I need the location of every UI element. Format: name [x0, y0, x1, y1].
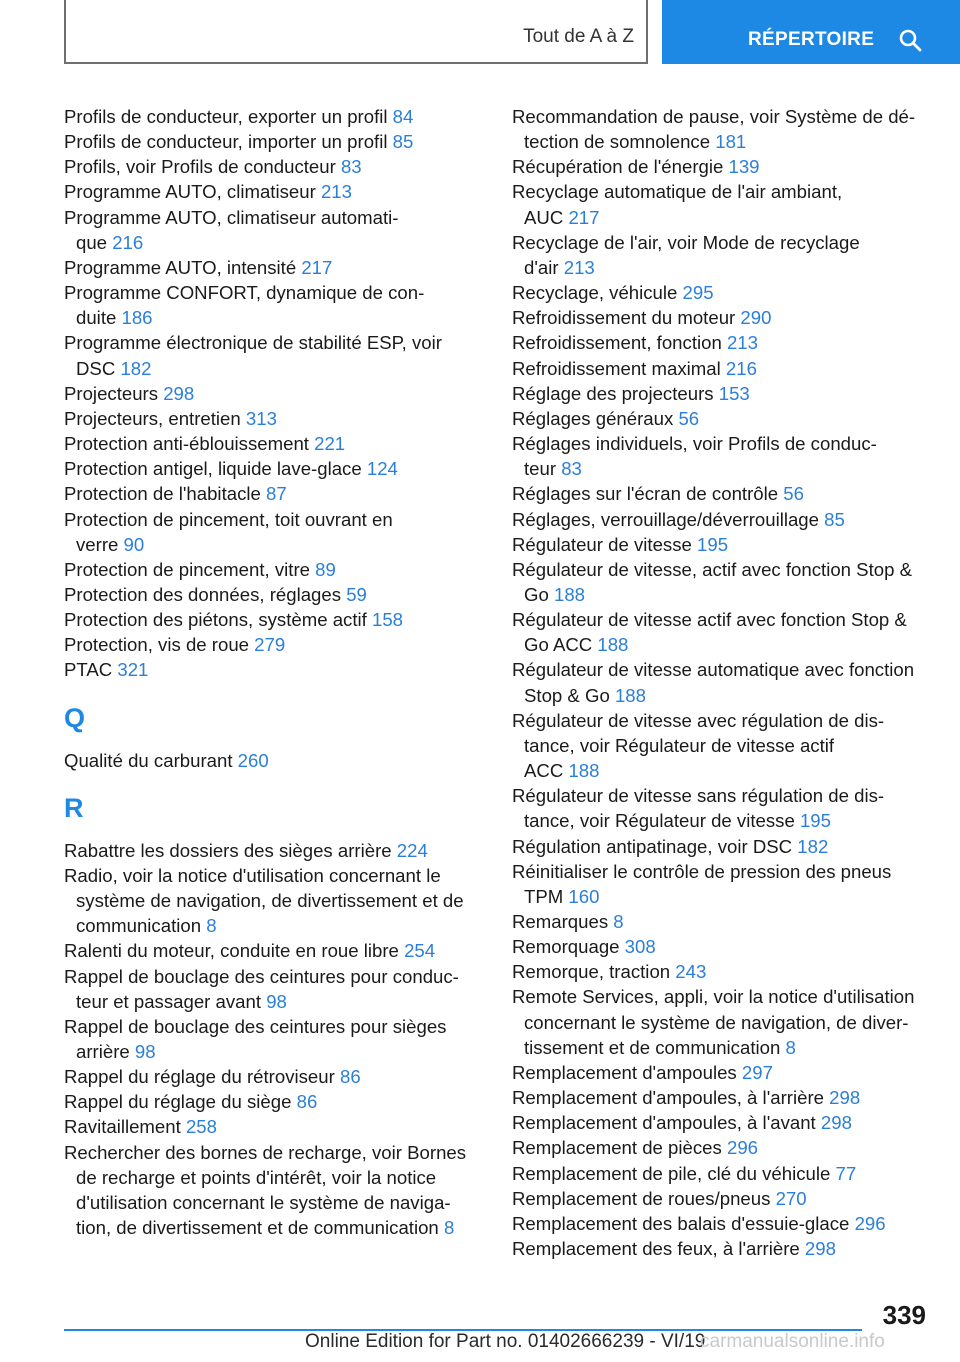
index-entry: [64, 748, 494, 773]
entry-text: Programme AUTO, intensité: [64, 256, 302, 278]
index-entry: [64, 632, 494, 657]
page-link[interactable]: 186: [121, 307, 153, 329]
header-section-box: [64, 0, 648, 64]
index-entry: [512, 406, 937, 431]
entry-text: DSC: [76, 357, 121, 379]
index-entry: [512, 230, 937, 255]
index-entry: [64, 481, 494, 506]
page-link[interactable]: 90: [123, 533, 145, 555]
entry-text: Réglages, verrouillage/déverrouillage: [512, 508, 825, 530]
entry-text: Remote Services, appli, voir la notice d'utilisation: [512, 986, 915, 1008]
index-entry: [512, 1060, 937, 1085]
index-entry: [64, 507, 494, 532]
index-entry: [512, 104, 937, 129]
watermark: carmanualsonline.info: [700, 1331, 885, 1352]
page-link[interactable]: 213: [320, 181, 352, 203]
index-entry: [512, 1135, 937, 1160]
entries-p: [64, 104, 494, 683]
page-link[interactable]: 195: [697, 533, 729, 555]
page-link[interactable]: 59: [346, 583, 367, 605]
index-entry-continuation: [64, 356, 494, 381]
page-link[interactable]: 216: [725, 357, 757, 379]
page-link[interactable]: 182: [797, 835, 829, 857]
letter-heading-r: R: [64, 792, 84, 823]
entry-text: Récupération de l'énergie: [512, 156, 729, 178]
entry-text: Remplacement des balais d'essuie-glace: [512, 1212, 855, 1234]
index-entry: [512, 657, 937, 682]
entry-text: Remplacement d'ampoules: [512, 1061, 742, 1083]
entry-text: Remarques: [512, 911, 614, 932]
page-link[interactable]: 98: [134, 1041, 156, 1062]
entry-text: teur: [524, 458, 562, 480]
index-entry: [512, 1110, 937, 1135]
index-entry: [64, 179, 494, 204]
active-tab-label: RÉPERTOIRE: [748, 29, 875, 50]
index-entry-continuation: [512, 582, 937, 607]
index-entry-continuation: [512, 205, 937, 230]
entry-text: Protection, vis de roue: [64, 634, 255, 656]
page-link[interactable]: 8: [785, 1036, 796, 1058]
entry-text: Réinitialiser le contrôle de pression des pneus: [512, 860, 892, 882]
index-entry: [64, 431, 494, 456]
entry-text: Régulateur de vitesse actif avec fonction Stop &: [512, 609, 907, 631]
index-entry: [512, 154, 937, 179]
entry-text: Régulateur de vitesse: [512, 533, 698, 555]
index-entry-continuation: [512, 808, 937, 833]
entry-text: de recharge et points d'intérêt, voir la notice: [76, 1166, 437, 1188]
entry-text: Remplacement de pièces: [512, 1137, 727, 1159]
index-entry: [512, 532, 937, 557]
entry-text: Remplacement de roues/pneus: [512, 1187, 776, 1209]
entry-text: Profils de conducteur, importer un profil: [64, 131, 393, 153]
index-entry: [512, 381, 937, 406]
index-entry: [512, 984, 937, 1009]
index-entry: [512, 1236, 937, 1261]
index-entry-continuation: [64, 1215, 494, 1240]
page-link[interactable]: 77: [835, 1162, 857, 1184]
entry-text: verre: [76, 533, 124, 555]
index-entry: [512, 280, 937, 305]
page-link[interactable]: 188: [553, 583, 586, 605]
entry-text: Refroidissement, fonction: [512, 332, 727, 354]
index-entry: [64, 607, 494, 632]
entry-text: Régulateur de vitesse, actif avec fonction Stop &: [512, 558, 912, 580]
page-link[interactable]: 158: [371, 609, 404, 631]
index-entry-continuation: [64, 532, 494, 557]
index-entry: [64, 838, 494, 863]
entry-text: Profils, voir Profils de conducteur: [64, 156, 341, 178]
index-entry-continuation: [512, 683, 937, 708]
index-column-right: [512, 104, 937, 1261]
page-link[interactable]: 279: [254, 634, 286, 656]
entry-text: Réglage des projecteurs: [512, 382, 719, 404]
entries-r: [64, 838, 494, 1241]
page-link[interactable]: 153: [718, 382, 750, 404]
index-entry-continuation: [64, 305, 494, 330]
page-link[interactable]: 260: [237, 749, 269, 771]
index-entry-continuation: [512, 884, 937, 909]
page-link[interactable]: 321: [117, 659, 149, 681]
entry-text: tection de somnolence: [524, 131, 716, 153]
index-entry: [512, 708, 937, 733]
index-entry: [512, 507, 937, 532]
entry-text: TPM: [524, 885, 569, 907]
page-link[interactable]: 86: [339, 1066, 361, 1088]
section-tab-label[interactable]: Tout de A à Z: [523, 26, 634, 47]
page-link[interactable]: 298: [804, 1238, 836, 1260]
index-entry: [64, 280, 494, 305]
page-link[interactable]: 124: [366, 458, 398, 480]
page-link[interactable]: 221: [314, 433, 346, 455]
index-entry: [512, 356, 937, 381]
entry-text: Ravitaillement: [64, 1116, 186, 1138]
page-link[interactable]: 296: [854, 1212, 886, 1234]
entry-text: concernant le système de navigation, de diver-: [524, 1011, 909, 1033]
page-link[interactable]: 296: [726, 1137, 759, 1159]
index-entry: [64, 657, 494, 682]
entry-text: que: [76, 231, 113, 253]
index-entry: [64, 1014, 494, 1039]
page-link[interactable]: 83: [561, 458, 582, 480]
index-entry: [512, 959, 937, 984]
index-entry: [64, 1089, 494, 1114]
entry-text: Protection de pincement, toit ouvrant en: [64, 508, 393, 530]
page-link[interactable]: 258: [185, 1116, 217, 1138]
entry-text: tance, voir Régulateur de vitesse: [524, 810, 800, 832]
index-entry-continuation: [512, 632, 937, 657]
index-entry: [64, 1064, 494, 1089]
index-entry: [512, 1161, 937, 1186]
index-column-left: [64, 104, 494, 1240]
search-icon[interactable]: [898, 28, 922, 52]
index-entry: [512, 481, 937, 506]
entry-text: tance, voir Régulateur de vitesse actif: [524, 734, 835, 756]
page-link[interactable]: 8: [443, 1217, 455, 1239]
page-number: 339: [882, 1300, 926, 1330]
entry-text: arrière: [76, 1041, 135, 1062]
entry-text: Rechercher des bornes de recharge, voir Bornes: [64, 1141, 467, 1163]
entry-text: d'air: [524, 256, 564, 278]
entry-text: Régulateur de vitesse avec régulation de dis-: [512, 709, 885, 731]
entry-text: tion, de divertissement et de communication: [76, 1217, 444, 1239]
index-entry: [64, 255, 494, 280]
index-entry: [64, 381, 494, 406]
page-link[interactable]: 83: [340, 156, 362, 178]
entry-text: Réglages individuels, voir Profils de conduc-: [512, 433, 877, 455]
index-entry: [512, 909, 937, 934]
page-link[interactable]: 308: [624, 936, 656, 958]
page-link[interactable]: 270: [775, 1187, 807, 1209]
entry-text: Régulateur de vitesse automatique avec fonction: [512, 659, 915, 681]
page-link[interactable]: 290: [740, 307, 772, 329]
index-entry-continuation: [64, 989, 494, 1014]
index-entry-continuation: [512, 758, 937, 783]
entry-text: Rabattre les dossiers des sièges arrière: [64, 839, 397, 861]
entry-text: Protection des piétons, système actif: [64, 609, 372, 631]
index-entry: [64, 330, 494, 355]
index-entry-continuation: [64, 913, 494, 938]
index-entry: [512, 330, 937, 355]
header-active-tab[interactable]: [662, 0, 960, 64]
entry-text: Refroidissement maximal: [512, 357, 726, 379]
page-link[interactable]: 89: [315, 558, 336, 580]
entry-text: Recommandation de pause, voir Système de dé-: [512, 106, 916, 127]
page-link[interactable]: 8: [613, 911, 624, 932]
entry-text: Remorque, traction: [512, 961, 676, 983]
page-link[interactable]: 254: [404, 940, 436, 962]
index-entry-continuation: [64, 888, 494, 913]
index-entry-continuation: [64, 230, 494, 255]
entry-text: Protection des données, réglages: [64, 583, 347, 605]
index-entry-continuation: [512, 129, 937, 154]
index-entry-continuation: [64, 1165, 494, 1190]
entry-text: Remplacement d'ampoules, à l'arrière: [512, 1087, 830, 1109]
entry-text: Rappel de bouclage des ceintures pour sièges: [64, 1015, 447, 1037]
entry-text: Programme AUTO, climatiseur: [64, 181, 321, 203]
entry-text: système de navigation, de divertissement et de: [76, 890, 464, 912]
page-link[interactable]: 195: [799, 810, 831, 832]
entry-text: Recyclage automatique de l'air ambiant,: [512, 181, 843, 203]
entry-text: Régulation antipatinage, voir DSC: [512, 835, 798, 857]
page-link[interactable]: 182: [120, 357, 152, 379]
page-link[interactable]: 243: [675, 961, 707, 983]
entry-text: Protection de l'habitacle: [64, 483, 267, 505]
letter-heading-q: Q: [64, 702, 86, 733]
entry-text: Rappel du réglage du rétroviseur: [64, 1066, 340, 1088]
page-link[interactable]: 188: [614, 684, 646, 706]
page-link[interactable]: 139: [728, 156, 760, 178]
index-entry: [64, 205, 494, 230]
page-link[interactable]: 98: [266, 990, 287, 1012]
index-entry: [512, 859, 937, 884]
entry-text: PTAC: [64, 659, 118, 681]
entry-text: Protection de pincement, vitre: [64, 558, 316, 580]
page-link[interactable]: 298: [163, 382, 195, 404]
entry-text: Go: [524, 583, 554, 605]
index-entry: [64, 863, 494, 888]
index-entry: [64, 1114, 494, 1139]
entry-text: Protection anti-éblouissement: [64, 433, 315, 455]
page-link[interactable]: 295: [682, 282, 714, 304]
entry-text: Projecteurs, entretien: [64, 407, 246, 429]
index-entry: [512, 834, 937, 859]
index-entry: [64, 557, 494, 582]
entry-text: Qualité du carburant: [64, 749, 238, 771]
page-link[interactable]: 56: [783, 483, 804, 505]
entry-text: Protection antigel, liquide lave-glace: [64, 458, 367, 480]
index-entry: [512, 1211, 937, 1236]
page-link[interactable]: 87: [266, 483, 287, 505]
page-link[interactable]: 298: [829, 1087, 861, 1109]
page-link[interactable]: 188: [597, 634, 629, 656]
entry-text: Profils de conducteur, exporter un profil: [64, 106, 393, 127]
index-entry: [512, 783, 937, 808]
entry-text: Programme électronique de stabilité ESP, voir: [64, 332, 442, 354]
entry-text: Remplacement d'ampoules, à l'avant: [512, 1112, 821, 1134]
entry-text: teur et passager avant: [76, 990, 267, 1012]
index-entry: [512, 607, 937, 632]
page-link[interactable]: 313: [245, 407, 277, 429]
entry-text: Programme CONFORT, dynamique de con-: [64, 282, 425, 304]
page-link[interactable]: 216: [112, 231, 144, 253]
index-entry: [64, 104, 494, 129]
index-entry-continuation: [64, 1190, 494, 1215]
page-link[interactable]: 224: [396, 839, 428, 861]
index-entry: [64, 456, 494, 481]
entry-text: Rappel de bouclage des ceintures pour conduc-: [64, 965, 459, 987]
entry-text: d'utilisation concernant le système de naviga-: [76, 1191, 451, 1213]
entry-text: Réglages généraux: [512, 407, 679, 429]
entry-text: Refroidissement du moteur: [512, 307, 741, 329]
page-link[interactable]: 213: [726, 332, 758, 354]
entry-text: Radio, voir la notice d'utilisation concernant le: [64, 864, 441, 886]
entry-text: communication: [76, 915, 207, 937]
index-entry: [512, 934, 937, 959]
index-entry: [64, 129, 494, 154]
entry-text: Programme AUTO, climatiseur automati-: [64, 206, 399, 228]
page-link[interactable]: 297: [741, 1061, 773, 1083]
page-link[interactable]: 56: [678, 407, 700, 429]
entry-text: Recyclage de l'air, voir Mode de recyclage: [512, 231, 860, 253]
index-entry: [512, 557, 937, 582]
index-entry: [512, 1085, 937, 1110]
index-entry: [64, 154, 494, 179]
entry-text: Remplacement des feux, à l'arrière: [512, 1238, 805, 1260]
entries-q: [64, 748, 494, 773]
entry-text: Stop & Go: [524, 684, 615, 706]
entry-text: Remplacement de pile, clé du véhicule: [512, 1162, 836, 1184]
index-entry: [64, 964, 494, 989]
entry-text: AUC: [524, 206, 569, 228]
index-entry: [512, 1186, 937, 1211]
index-entry: [512, 305, 937, 330]
page-link[interactable]: 84: [392, 106, 414, 127]
entry-text: Rappel du réglage du siège: [64, 1091, 297, 1113]
page-link[interactable]: 217: [568, 206, 600, 228]
index-entry: [512, 431, 937, 456]
entry-text: ACC: [524, 760, 569, 782]
page-link[interactable]: 85: [824, 508, 845, 530]
page-link[interactable]: 213: [563, 256, 595, 278]
index-entry-continuation: [512, 733, 937, 758]
page-link[interactable]: 8: [206, 915, 217, 937]
index-entry-continuation: [512, 1010, 937, 1035]
footer-edition: Online Edition for Part no. 01402666239 - VI/19: [305, 1331, 706, 1352]
entry-text: Recyclage, véhicule: [512, 282, 683, 304]
entry-text: Projecteurs: [64, 382, 164, 404]
index-entry-continuation: [512, 1035, 937, 1060]
entry-text: tissement et de communication: [524, 1036, 786, 1058]
index-entry-continuation: [512, 456, 937, 481]
entry-text: duite: [76, 307, 122, 329]
entries-r-continued: [512, 104, 937, 1261]
entry-text: Remorquage: [512, 936, 625, 958]
page-link[interactable]: 217: [301, 256, 333, 278]
index-entry: [64, 1140, 494, 1165]
index-entry: [64, 406, 494, 431]
index-entry-continuation: [64, 1039, 494, 1064]
entry-text: Régulateur de vitesse sans régulation de dis-: [512, 785, 885, 807]
page-link[interactable]: 181: [715, 131, 747, 153]
index-entry: [64, 938, 494, 963]
entry-text: Réglages sur l'écran de contrôle: [512, 483, 784, 505]
page-link[interactable]: 160: [568, 885, 600, 907]
page-link[interactable]: 298: [820, 1112, 852, 1134]
entry-text: Ralenti du moteur, conduite en roue libre: [64, 940, 405, 962]
index-entry-continuation: [512, 255, 937, 280]
page-link[interactable]: 86: [296, 1091, 318, 1113]
entry-text: Go ACC: [524, 634, 598, 656]
index-entry: [512, 179, 937, 204]
page-link[interactable]: 85: [392, 131, 414, 153]
page-link[interactable]: 188: [568, 760, 600, 782]
index-entry: [64, 582, 494, 607]
